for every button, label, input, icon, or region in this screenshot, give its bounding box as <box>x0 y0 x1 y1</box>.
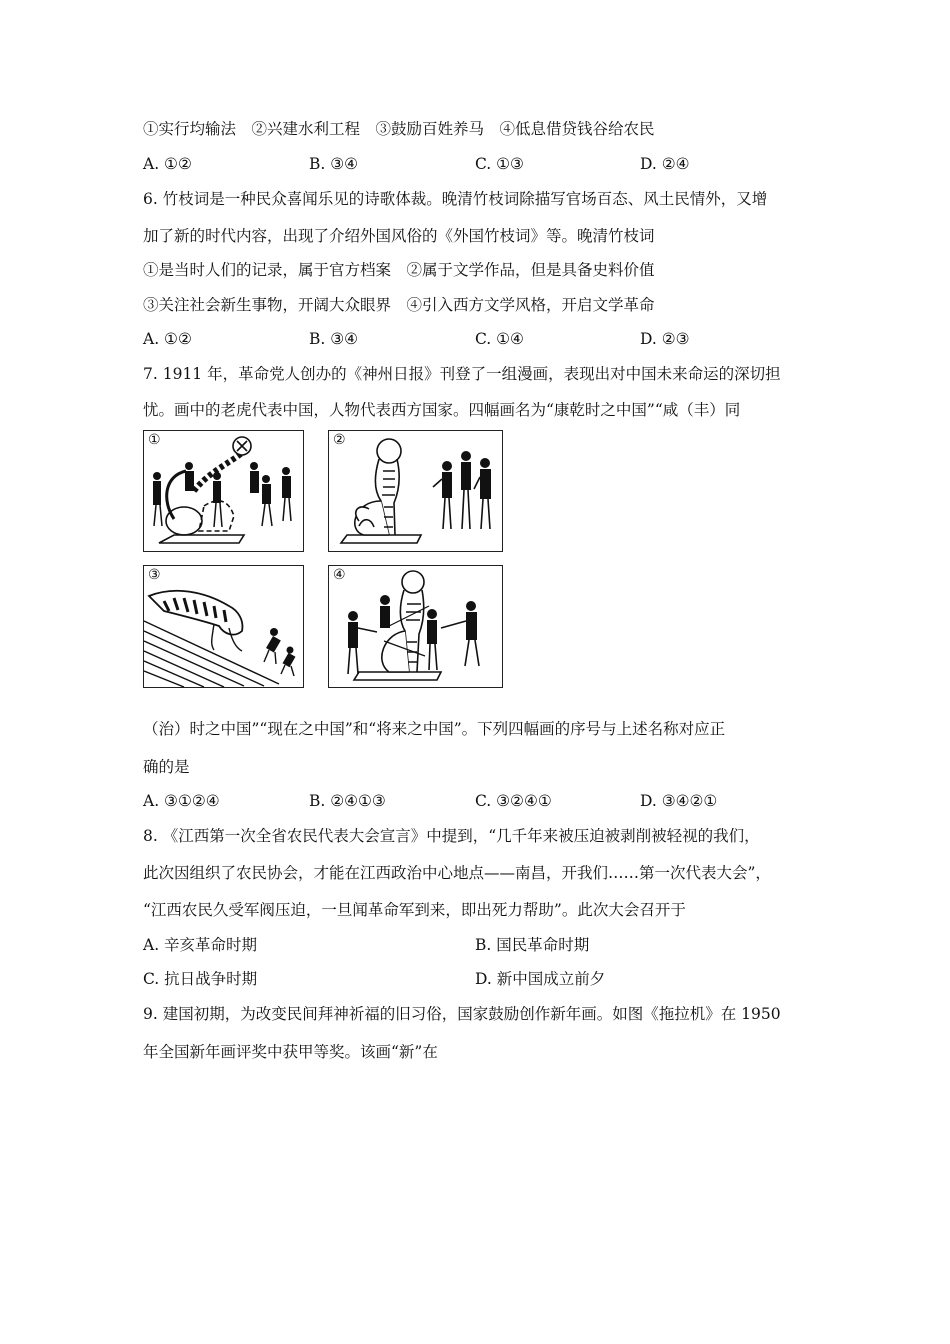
cartoon-panel-4 <box>328 565 503 688</box>
q5-option-d[interactable]: D. ②④ <box>640 155 690 173</box>
q6-stem-line-2: 加了新的时代内容，出现了介绍外国风俗的《外国竹枝词》等。晚清竹枝词 <box>143 227 655 245</box>
seated-tiger-men-bowing-illustration <box>329 431 502 551</box>
q8-stem-line-3: “江西农民久受军阀压迫，一旦闻革命军到来，即出死力帮助”。此次大会召开于 <box>143 901 686 919</box>
q7-option-b[interactable]: B. ②④①③ <box>309 792 386 810</box>
q5-option-b[interactable]: B. ③④ <box>309 155 359 173</box>
q7-option-a[interactable]: A. ③①②④ <box>143 792 220 810</box>
q7-stem-line-1: 7. 1911 年，革命党人创办的《神州日报》刊登了一组漫画，表现出对中国未来命运的深切担 <box>143 365 781 383</box>
q7-stem-line-3: （治）时之中国”“现在之中国”和“将来之中国”。下列四幅画的序号与上述名称对应正 <box>143 720 726 738</box>
q7-stem-line-2: 忧。画中的老虎代表中国，人物代表西方国家。四幅画名为“康乾时之中国”“咸（丰）同 <box>143 401 741 419</box>
cartoon-panel-1 <box>143 430 304 552</box>
tiger-men-wrestling-illustration <box>144 431 303 551</box>
panel-number-4: ④ <box>333 567 346 583</box>
q5-option-c[interactable]: C. ①③ <box>475 155 524 173</box>
q8-option-b[interactable]: B. 国民革命时期 <box>475 936 590 954</box>
q8-option-d[interactable]: D. 新中国成立前夕 <box>475 970 606 988</box>
q6-statement-1: ①是当时人们的记录，属于官方档案 ②属于文学作品，但是具备史料价值 <box>143 261 655 279</box>
q6-option-a[interactable]: A. ①② <box>143 330 192 348</box>
panel-number-1: ① <box>148 432 161 448</box>
leaping-tiger-men-fleeing-illustration <box>144 566 303 687</box>
q7-stem-line-4: 确的是 <box>143 758 190 776</box>
cartoon-panel-3 <box>143 565 304 688</box>
q7-option-c[interactable]: C. ③②④① <box>475 792 552 810</box>
q5-statements: ①实行均输法 ②兴建水利工程 ③鼓励百姓养马 ④低息借贷钱谷给农民 <box>143 120 655 138</box>
q8-stem-line-2: 此次因组织了农民协会，才能在江西政治中心地点——南昌，开我们……第一次代表大会”， <box>143 864 771 882</box>
q6-option-b[interactable]: B. ③④ <box>309 330 359 348</box>
q7-option-d[interactable]: D. ③④②① <box>640 792 718 810</box>
q9-stem-line-2: 年全国新年画评奖中获甲等奖。该画“新”在 <box>143 1043 438 1061</box>
q8-option-a[interactable]: A. 辛亥革命时期 <box>143 936 258 954</box>
panel-number-3: ③ <box>148 567 161 583</box>
q8-option-c[interactable]: C. 抗日战争时期 <box>143 970 258 988</box>
q6-option-c[interactable]: C. ①④ <box>475 330 524 348</box>
cartoon-panel-2 <box>328 430 503 552</box>
panel-number-2: ② <box>333 432 346 448</box>
q6-option-d[interactable]: D. ②③ <box>640 330 690 348</box>
q8-stem-line-1: 8. 《江西第一次全省农民代表大会宣言》中提到，“几千年来被压迫被剥削被轻视的我们， <box>143 827 760 845</box>
tiger-bound-by-men-illustration <box>329 566 502 687</box>
q5-option-a[interactable]: A. ①② <box>143 155 192 173</box>
q9-stem-line-1: 9. 建国初期，为改变民间拜神祈福的旧习俗，国家鼓励创作新年画。如图《拖拉机》在 1950 <box>143 1005 781 1023</box>
q6-statement-2: ③关注社会新生事物，开阔大众眼界 ④引入西方文学风格，开启文学革命 <box>143 296 655 314</box>
q6-stem-line-1: 6. 竹枝词是一种民众喜闻乐见的诗歌体裁。晚清竹枝词除描写官场百态、风土民情外，又增 <box>143 190 768 208</box>
